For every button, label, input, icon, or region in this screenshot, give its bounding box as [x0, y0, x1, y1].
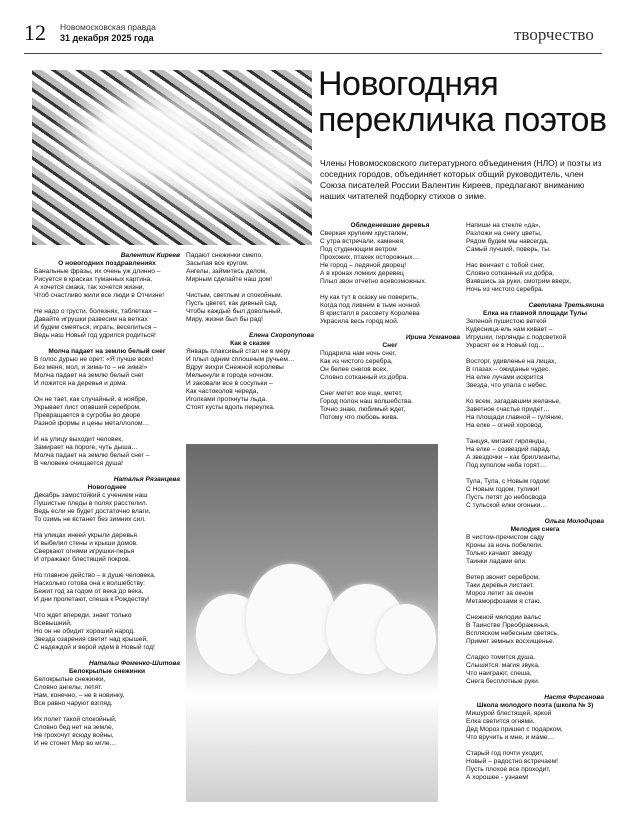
- poem-line: Игрушки, гирлянды с подсветкой: [466, 334, 567, 341]
- poem-line: И ложится на деревья и дома.: [34, 380, 128, 387]
- poem-line: Ночь из чистого серебра.: [466, 286, 544, 293]
- poem-author: Валентин Киреев: [120, 252, 180, 259]
- article-lead: Члены Новомосковского литературного объединения (НЛО) и поэты из соседних городов, объединяет которых общий руководитель, член Союза писателей России Валентин Киреев, предлагают вниманию наших читателей подборку стихов о зиме.: [320, 158, 602, 201]
- poem-line: Таинки ладами ели.: [466, 558, 528, 565]
- stanza-gap: [466, 254, 604, 262]
- poem-line: Сладко томится душа,: [466, 654, 535, 661]
- poem-line: Как частоколов череда,: [186, 388, 259, 395]
- stanza-gap: [34, 708, 180, 716]
- poem-line: Январь плаксивый стал не в меру: [186, 348, 291, 355]
- page-number: 12: [24, 20, 46, 45]
- stanza-gap: [34, 524, 180, 532]
- poem-line: На елке – огней хоровод.: [466, 422, 544, 429]
- poem-line: И будем смеяться, играть, веселиться –: [34, 324, 157, 331]
- poem-column-2: [186, 252, 314, 420]
- poem-line: Слышится: магия звука,: [466, 662, 540, 669]
- poem-line: Звезда озарения светит над крышей,: [34, 636, 148, 643]
- poem-author: Елена Скоропупова: [248, 332, 314, 339]
- poem-line: Пусть летят до небосвода: [466, 494, 547, 501]
- poem-line: Рисуется в красках туманных картина,: [34, 276, 153, 283]
- poem-line: Нас венчает с тобой снег,: [466, 262, 545, 269]
- poem-line: Украсят ее в Новый год…: [466, 342, 545, 349]
- block-gap: [320, 326, 460, 334]
- poem-line: Снежной мелодии вальс: [466, 614, 542, 621]
- poem-line: Вспляском небесным светясь,: [466, 630, 559, 637]
- poem-column-3: [320, 222, 460, 430]
- poem-title: Школа молодого поэта (школа № 3): [476, 702, 594, 709]
- stanza-gap: [466, 350, 604, 358]
- stanza-gap: [320, 382, 460, 390]
- poem-title: Мелодия снега: [510, 526, 560, 533]
- poem-line: Разной формы и цены металлолом…: [34, 420, 150, 427]
- poem-line: И плыл одним сплошным ручьем…: [186, 356, 295, 363]
- poem-line: С тульской елки огоньки…: [466, 502, 548, 509]
- stanza-gap: [466, 430, 604, 438]
- poem-line: С надеждой и верой идем в Новый год!: [34, 644, 155, 651]
- poem-line: Мороз летит за окном: [466, 590, 534, 597]
- poem-line: Белокрылые снежинки,: [34, 676, 106, 683]
- poem-line: Что вручить и мне, и маме…: [466, 734, 555, 741]
- poem-line: Превращается в сугробы во дворе: [34, 412, 141, 419]
- poem-line: А хочется смака, так хочется жизни,: [34, 284, 145, 291]
- poem-line: То озимь не встанет без зимних сил.: [34, 516, 146, 523]
- poem-line: Ветер звонит серебром,: [466, 574, 540, 581]
- poem-line: Ангелы, займитесь делом,: [186, 268, 268, 275]
- poem-line: Сверкая хрупким хрусталем,: [320, 230, 409, 237]
- poem-line: Он белее снегов всех,: [320, 366, 389, 373]
- poem-line: Без меня, мол, и зима-то – не зима!»: [34, 364, 148, 371]
- poem-line: Падают снежинки смело,: [186, 252, 263, 259]
- block-gap: [34, 748, 180, 756]
- winter-forest-photo: [186, 444, 438, 802]
- poem-line: Бежит год за годом от века до века,: [34, 588, 144, 595]
- poem-line: Укрывает лист опавший серебром,: [34, 404, 141, 411]
- rubric-label: творчество: [514, 25, 594, 44]
- poem-author: Ольга Молодцова: [544, 518, 604, 525]
- poem-author: Наталья Рязанцева: [113, 476, 180, 483]
- poem-line: Словно ангелы, летят.: [34, 684, 103, 691]
- poem-line: В голос дурью не орет: «Я лучше всех!: [34, 356, 154, 363]
- stanza-gap: [34, 604, 180, 612]
- poem-line: Не грохочут всюду войны,: [34, 732, 114, 739]
- poem-line: В человеке очищается душа!: [34, 460, 124, 467]
- poem-line: С утра встречали, каменея,: [320, 238, 405, 245]
- poem-line: Миру, жизни был бы рад!: [186, 316, 263, 323]
- poem-line: Примет земных восхищенье.: [466, 638, 555, 645]
- poem-line: Пусть плохое все проходит,: [466, 766, 551, 773]
- article-title-line-1: Новогодняя: [318, 65, 499, 103]
- poem-title: Новогоднее: [87, 484, 127, 491]
- poem-line: Ведь если не будет достаточно влаги,: [34, 508, 151, 515]
- block-gap: [466, 686, 604, 694]
- poem-line: Напиши на стекле «да»,: [466, 222, 541, 229]
- poem-line: Словно бед нет на земле,: [34, 724, 114, 731]
- poem-line: В кристалл в рассвету Королева: [320, 310, 420, 317]
- poem-line: Не надо о грусти, болезнях, таблетках –: [34, 308, 158, 315]
- poem-line: Но он не обидит хороший народ.: [34, 628, 135, 635]
- poem-line: Рядом будем мы навсегда,: [466, 238, 549, 245]
- poem-line: Мелькнули в городе ночном.: [186, 372, 274, 379]
- poem-line: Кудесница-ель нам кивает –: [466, 326, 553, 333]
- block-gap: [186, 412, 314, 420]
- poem-line: Под студенющим ветром: [320, 246, 397, 253]
- poem-line: Чистым, светлым и спокойным.: [186, 292, 283, 299]
- poem-title: О новогодних поздравлениях: [58, 260, 156, 267]
- poem-line: Словно сотканный из добра,: [466, 270, 555, 277]
- poem-line: Молча падает на землю белый снег: [34, 372, 144, 379]
- poem-line: Не город – ледяной дворец!: [320, 262, 407, 269]
- poem-line: И дни пролетают, спеша к Рождеству!: [34, 596, 150, 603]
- poem-line: Чтоб счастливо жили все люди в Отчизне!: [34, 292, 165, 299]
- poem-line: Плыл звон отчетно всевозможных.: [320, 278, 427, 285]
- poem-line: В Таинстве Преображенья,: [466, 622, 550, 629]
- poem-line: Засыпая все кругом.: [186, 260, 249, 267]
- poem-line: Все равно чаруют взгляд.: [34, 700, 113, 707]
- poem-line: Подарила нам ночь снег,: [320, 350, 397, 357]
- poem-line: В чистом-пречистом саду: [466, 534, 545, 541]
- poem-line: Самый лучший, поверь, ты.: [466, 246, 551, 253]
- stanza-gap: [466, 470, 604, 478]
- poem-column-1: [34, 252, 180, 756]
- header-divider: [24, 53, 602, 54]
- poem-line: Чтобы каждый был довольный,: [186, 308, 283, 315]
- stanza-gap: [186, 284, 314, 292]
- poem-author: Ирина Усманова: [405, 334, 460, 341]
- poem-line: Как из чистого серебра,: [320, 358, 393, 365]
- stanza-gap: [466, 606, 604, 614]
- poem-author: Светлана Третьякина: [528, 302, 604, 309]
- poem-title: Обледеневшие деревья: [350, 222, 430, 229]
- poem-line: Под куполом неба горят…: [466, 462, 547, 469]
- poem-line: Давайте игрушки развесим на ветках: [34, 316, 148, 323]
- poem-line: А звездочки – как бриллианты,: [466, 454, 561, 461]
- poem-line: Украсила весь город мой.: [320, 318, 399, 325]
- poem-line: Мишурой блестящей, яркой: [466, 710, 552, 717]
- poem-line: Таки деревья листает.: [466, 582, 534, 589]
- poem-line: И отражают блестящий покров.: [34, 556, 131, 563]
- poem-line: Пушистые пледы в полях расстелил.: [34, 500, 148, 507]
- block-gap: [34, 652, 180, 660]
- poem-line: Пусть цветет, как дивный сад.: [186, 300, 278, 307]
- poem-line: И не стонет Мир во мгле…: [34, 740, 117, 747]
- poem-line: И на улицу выходит человек,: [34, 436, 123, 443]
- poem-line: Елка светится огнями.: [466, 718, 535, 725]
- poem-line: Зеленой пушистою веткой: [466, 318, 547, 325]
- poem-line: Разложи на снегу цветы,: [466, 230, 542, 237]
- poem-line: Банальные фразы, их очень уж длинно –: [34, 268, 161, 275]
- stanza-gap: [466, 390, 604, 398]
- block-gap: [466, 510, 604, 518]
- poem-line: В глазах – ожиданье чудес.: [466, 366, 551, 373]
- issue-date: 31 декабря 2025 года: [60, 33, 154, 43]
- poem-line: И выбелил стены и крыши домов.: [34, 540, 138, 547]
- poem-line: Точно знаю, любимый ждет,: [320, 406, 406, 413]
- poem-line: Вдруг вихри Снежной королевы: [186, 364, 284, 371]
- poem-line: Стоят кусты вдоль переулка.: [186, 404, 275, 411]
- snowy-branches-photo: [32, 70, 312, 245]
- poem-line: Метаморфозами я стаю.: [466, 598, 542, 605]
- poem-line: Сверкают огнями игрушки-перья: [34, 548, 135, 555]
- poem-title: Молча падает на землю белый снег: [48, 348, 166, 355]
- poem-line: Танцуя, мигают гирлянды,: [466, 438, 547, 445]
- block-gap: [320, 422, 460, 430]
- poem-line: Кроны за ночь побелели.: [466, 542, 543, 549]
- poem-line: Молча падает на землю белый снег –: [34, 452, 150, 459]
- poem-line: Новый – радостно встречаем!: [466, 758, 558, 765]
- poem-title: Белокрылые снежинки: [68, 668, 146, 675]
- stanza-gap: [466, 566, 604, 574]
- poem-line: Что наиграют, спеша,: [466, 670, 532, 677]
- poem-title: Снег: [382, 342, 398, 349]
- poem-line: Но главное действо – в душе человека,: [34, 572, 156, 579]
- poem-line: Замирает на пороге, чуть дыша…: [34, 444, 138, 451]
- block-gap: [186, 324, 314, 332]
- poem-line: С Новым годом, тулики!: [466, 486, 540, 493]
- poem-line: А хорошее - узнаем!: [466, 774, 529, 781]
- poem-line: Когда под ливнем в тьме ночной: [320, 302, 420, 309]
- poem-author: Настя Фирсанова: [544, 694, 604, 701]
- poem-line: Он не тает, как случайный, в ноябре,: [34, 396, 148, 403]
- poem-line: Потому что любовь жива.: [320, 414, 399, 421]
- poem-line: Звезда, что упала с небес.: [466, 382, 548, 389]
- block-gap: [34, 340, 180, 348]
- stanza-gap: [34, 300, 180, 308]
- poem-author: Натальи Фоменко-Шитова: [88, 660, 180, 667]
- poem-line: Город полон наш волшебства.: [320, 398, 413, 405]
- poem-line: Ко всем, загадавшим желанье,: [466, 398, 561, 405]
- poem-line: Дед Мороз пришел с подарком,: [466, 726, 563, 733]
- poem-line: Старый год почти уходит,: [466, 750, 544, 757]
- poem-line: На елке – созвездий парад.: [466, 446, 551, 453]
- poem-line: Мирным сделайте наш дом!: [186, 276, 273, 283]
- block-gap: [34, 468, 180, 476]
- poem-line: Прохожих, птахек осторожных…: [320, 254, 420, 261]
- poem-line: Снега бесплотные руки.: [466, 678, 540, 685]
- poem-line: Иголками проткнуты льда.: [186, 396, 267, 403]
- poem-line: Что ждет впереди, знает только: [34, 612, 132, 619]
- poem-line: На елке лучами искрится: [466, 374, 544, 381]
- poem-line: На площади главной – гуляние,: [466, 414, 564, 421]
- poem-line: Декабрь замостойкий с учением наш: [34, 492, 148, 499]
- poem-line: Тула, Тула, с Новым годом!: [466, 478, 550, 485]
- poem-line: Восторг, удивленье на лицах,: [466, 358, 557, 365]
- poem-line: Словно сотканный из добра.: [320, 374, 409, 381]
- stanza-gap: [320, 286, 460, 294]
- poem-line: Ну как тут в сказку не поверить,: [320, 294, 419, 301]
- poem-line: Ведь наш Новый год удрился родиться!: [34, 332, 156, 339]
- article-title: [318, 66, 608, 138]
- poem-line: Нам, конечно, – не в новинку,: [34, 692, 125, 699]
- stanza-gap: [466, 742, 604, 750]
- stanza-gap: [466, 646, 604, 654]
- poem-line: Их полет такой спокойный,: [34, 716, 117, 723]
- poem-line: И заковали все в сосульки –: [186, 380, 273, 387]
- poem-line: Заветное счастье придет…: [466, 406, 550, 413]
- newspaper-name: Новомосковская правда: [60, 22, 156, 32]
- stanza-gap: [34, 388, 180, 396]
- poem-line: А в кронах ломких деревец: [320, 270, 404, 277]
- stanza-gap: [34, 564, 180, 572]
- poem-line: Снег метет все еще, метет,: [320, 390, 403, 397]
- poem-line: Только качают звезду: [466, 550, 533, 557]
- poem-line: Насколько готова она к волшебству:: [34, 580, 145, 587]
- poem-line: Взявшись за руки, смотрим вверх,: [466, 278, 572, 285]
- poem-column-4: [466, 222, 604, 790]
- article-title-line-2: перекличка поэтов: [318, 101, 607, 139]
- block-gap: [466, 294, 604, 302]
- poem-line: На улицах инеей укрыли деревья: [34, 532, 137, 539]
- poem-line: Всевышний,: [34, 620, 72, 627]
- poem-title: Как в сказке: [230, 340, 270, 347]
- poem-title: Елка на главной площади Тулы: [483, 310, 587, 317]
- block-gap: [466, 782, 604, 790]
- stanza-gap: [34, 428, 180, 436]
